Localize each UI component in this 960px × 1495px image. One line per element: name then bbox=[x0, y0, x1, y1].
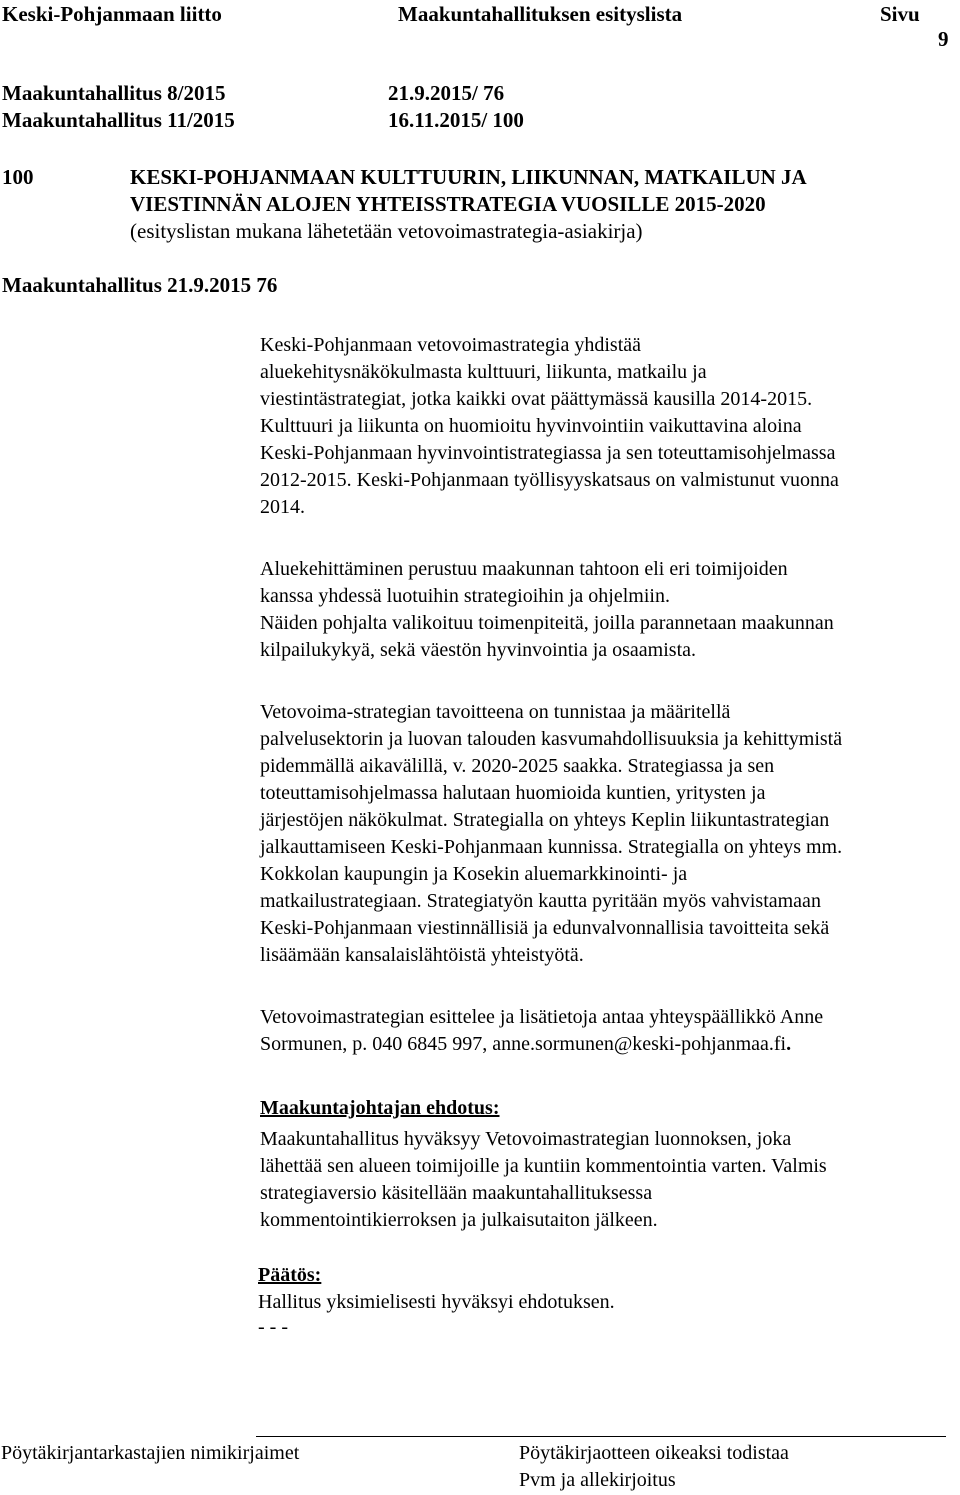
text-line: toteuttamisohjelmassa halutaan huomioida kuntien, yritysten ja bbox=[260, 782, 766, 804]
decision-heading: Päätös: bbox=[258, 1264, 322, 1286]
decision-text: Hallitus yksimielisesti hyväksyi ehdotuksen. bbox=[258, 1291, 615, 1313]
proposal-section bbox=[260, 1095, 827, 1234]
text-line: lisäämään kansalaislähtöistä yhteistyötä. bbox=[260, 944, 584, 966]
decision-section bbox=[258, 1262, 615, 1338]
text-line: Kulttuuri ja liikunta on huomioitu hyvinvointiin vaikuttavina aloina bbox=[260, 415, 802, 437]
text-line: lähettää sen alueen toimijoille ja kuntiin kommentointia varten. Valmis bbox=[260, 1155, 827, 1177]
paragraph-4 bbox=[260, 1004, 823, 1058]
item-title-line-2: VIESTINNÄN ALOJEN YHTEISSTRATEGIA VUOSILLE 2015-2020 bbox=[130, 192, 766, 216]
text-line: aluekehitysnäkökulmasta kulttuuri, liikunta, matkailu ja bbox=[260, 361, 707, 383]
footer-certify-label: Pöytäkirjaotteen oikeaksi todistaa bbox=[519, 1442, 789, 1464]
contact-email-line: Sormunen, p. 040 6845 997, anne.sormunen@keski-pohjanmaa.fi bbox=[260, 1033, 787, 1055]
item-number: 100 bbox=[2, 165, 34, 189]
meeting-reference: Maakuntahallitus 21.9.2015 76 bbox=[2, 273, 278, 297]
item-subtitle: (esityslistan mukana lähetetään vetovoimastrategia-asiakirja) bbox=[130, 219, 643, 243]
end-mark: - - - bbox=[258, 1316, 288, 1338]
text-line: kanssa yhdessä luotuihin strategioihin ja ohjelmiin. bbox=[260, 585, 670, 607]
text-line: matkailustrategiaan. Strategiatyön kautta pyritään myös vahvistamaan bbox=[260, 890, 821, 912]
text-line: Näiden pohjalta valikoituu toimenpiteitä, joilla parannetaan maakunnan bbox=[260, 612, 834, 634]
item-title-line-1: KESKI-POHJANMAAN KULTTUURIN, LIIKUNNAN, MATKAILUN JA bbox=[130, 165, 807, 189]
text-line: kommentointikierroksen ja julkaisutaiton jälkeen. bbox=[260, 1209, 658, 1231]
text-line: palvelusektorin ja luovan talouden kasvumahdollisuuksia ja kehittymistä bbox=[260, 728, 843, 750]
text-line: kilpailukykyä, sekä väestön hyvinvointia ja osaamista. bbox=[260, 639, 697, 661]
text-line: Aluekehittäminen perustuu maakunnan tahtoon eli eri toimijoiden bbox=[260, 558, 788, 580]
paragraph-3 bbox=[260, 699, 842, 969]
header-doc-title: Maakuntahallituksen esityslista bbox=[398, 2, 683, 26]
text-line bbox=[260, 1031, 823, 1058]
text-line: Vetovoimastrategian esittelee ja lisätietoja antaa yhteyspäällikkö Anne bbox=[260, 1006, 824, 1028]
paragraph-2 bbox=[260, 556, 834, 664]
header-org: Keski-Pohjanmaan liitto bbox=[2, 2, 222, 26]
text-line: pidemmällä aikavälillä, v. 2020-2025 saakka. Strategiassa ja sen bbox=[260, 755, 775, 777]
text-line: 2012-2015. Keski-Pohjanmaan työllisyyskatsaus on valmistunut vuonna bbox=[260, 469, 839, 491]
footer-divider bbox=[256, 1436, 946, 1437]
text-line: 2014. bbox=[260, 496, 305, 518]
header-page-label: Sivu bbox=[880, 2, 920, 26]
text-line: Kokkolan kaupungin ja Kosekin aluemarkkinointi- ja bbox=[260, 863, 688, 885]
text-line: järjestöjen näkökulmat. Strategialla on yhteys Keplin liikuntastrategian bbox=[260, 809, 830, 831]
text-line: strategiaversio käsitellään maakuntahallituksessa bbox=[260, 1182, 653, 1204]
paragraph-1 bbox=[260, 332, 839, 521]
text-line: viestintästrategiat, jotka kaikki ovat päättymässä kausilla 2014-2015. bbox=[260, 388, 813, 410]
text-line: Keski-Pohjanmaan viestinnällisiä ja edunvalvonnallisia tavoitteita sekä bbox=[260, 917, 830, 939]
proposal-heading: Maakuntajohtajan ehdotus: bbox=[260, 1097, 500, 1119]
bold-period: . bbox=[786, 1033, 792, 1055]
meeting-ref-1: 21.9.2015/ 76 bbox=[388, 81, 505, 105]
header-page-number: 9 bbox=[938, 27, 949, 51]
meeting-body-1: Maakuntahallitus 8/2015 bbox=[2, 81, 226, 105]
text-line: Maakuntahallitus hyväksyy Vetovoimastrategian luonnoksen, joka bbox=[260, 1128, 792, 1150]
footer-date-signature-label: Pvm ja allekirjoitus bbox=[519, 1469, 676, 1491]
text-line: Vetovoima-strategian tavoitteena on tunnistaa ja määritellä bbox=[260, 701, 731, 723]
footer-initials-label: Pöytäkirjantarkastajien nimikirjaimet bbox=[1, 1442, 300, 1464]
text-line: Keski-Pohjanmaan hyvinvointistrategiassa ja sen toteuttamisohjelmassa bbox=[260, 442, 836, 464]
text-line: Keski-Pohjanmaan vetovoimastrategia yhdistää bbox=[260, 334, 642, 356]
meeting-ref-2: 16.11.2015/ 100 bbox=[388, 108, 524, 132]
meeting-body-2: Maakuntahallitus 11/2015 bbox=[2, 108, 235, 132]
text-line: jalkauttamiseen Keski-Pohjanmaan kunnissa. Strategialla on yhteys mm. bbox=[260, 836, 843, 858]
